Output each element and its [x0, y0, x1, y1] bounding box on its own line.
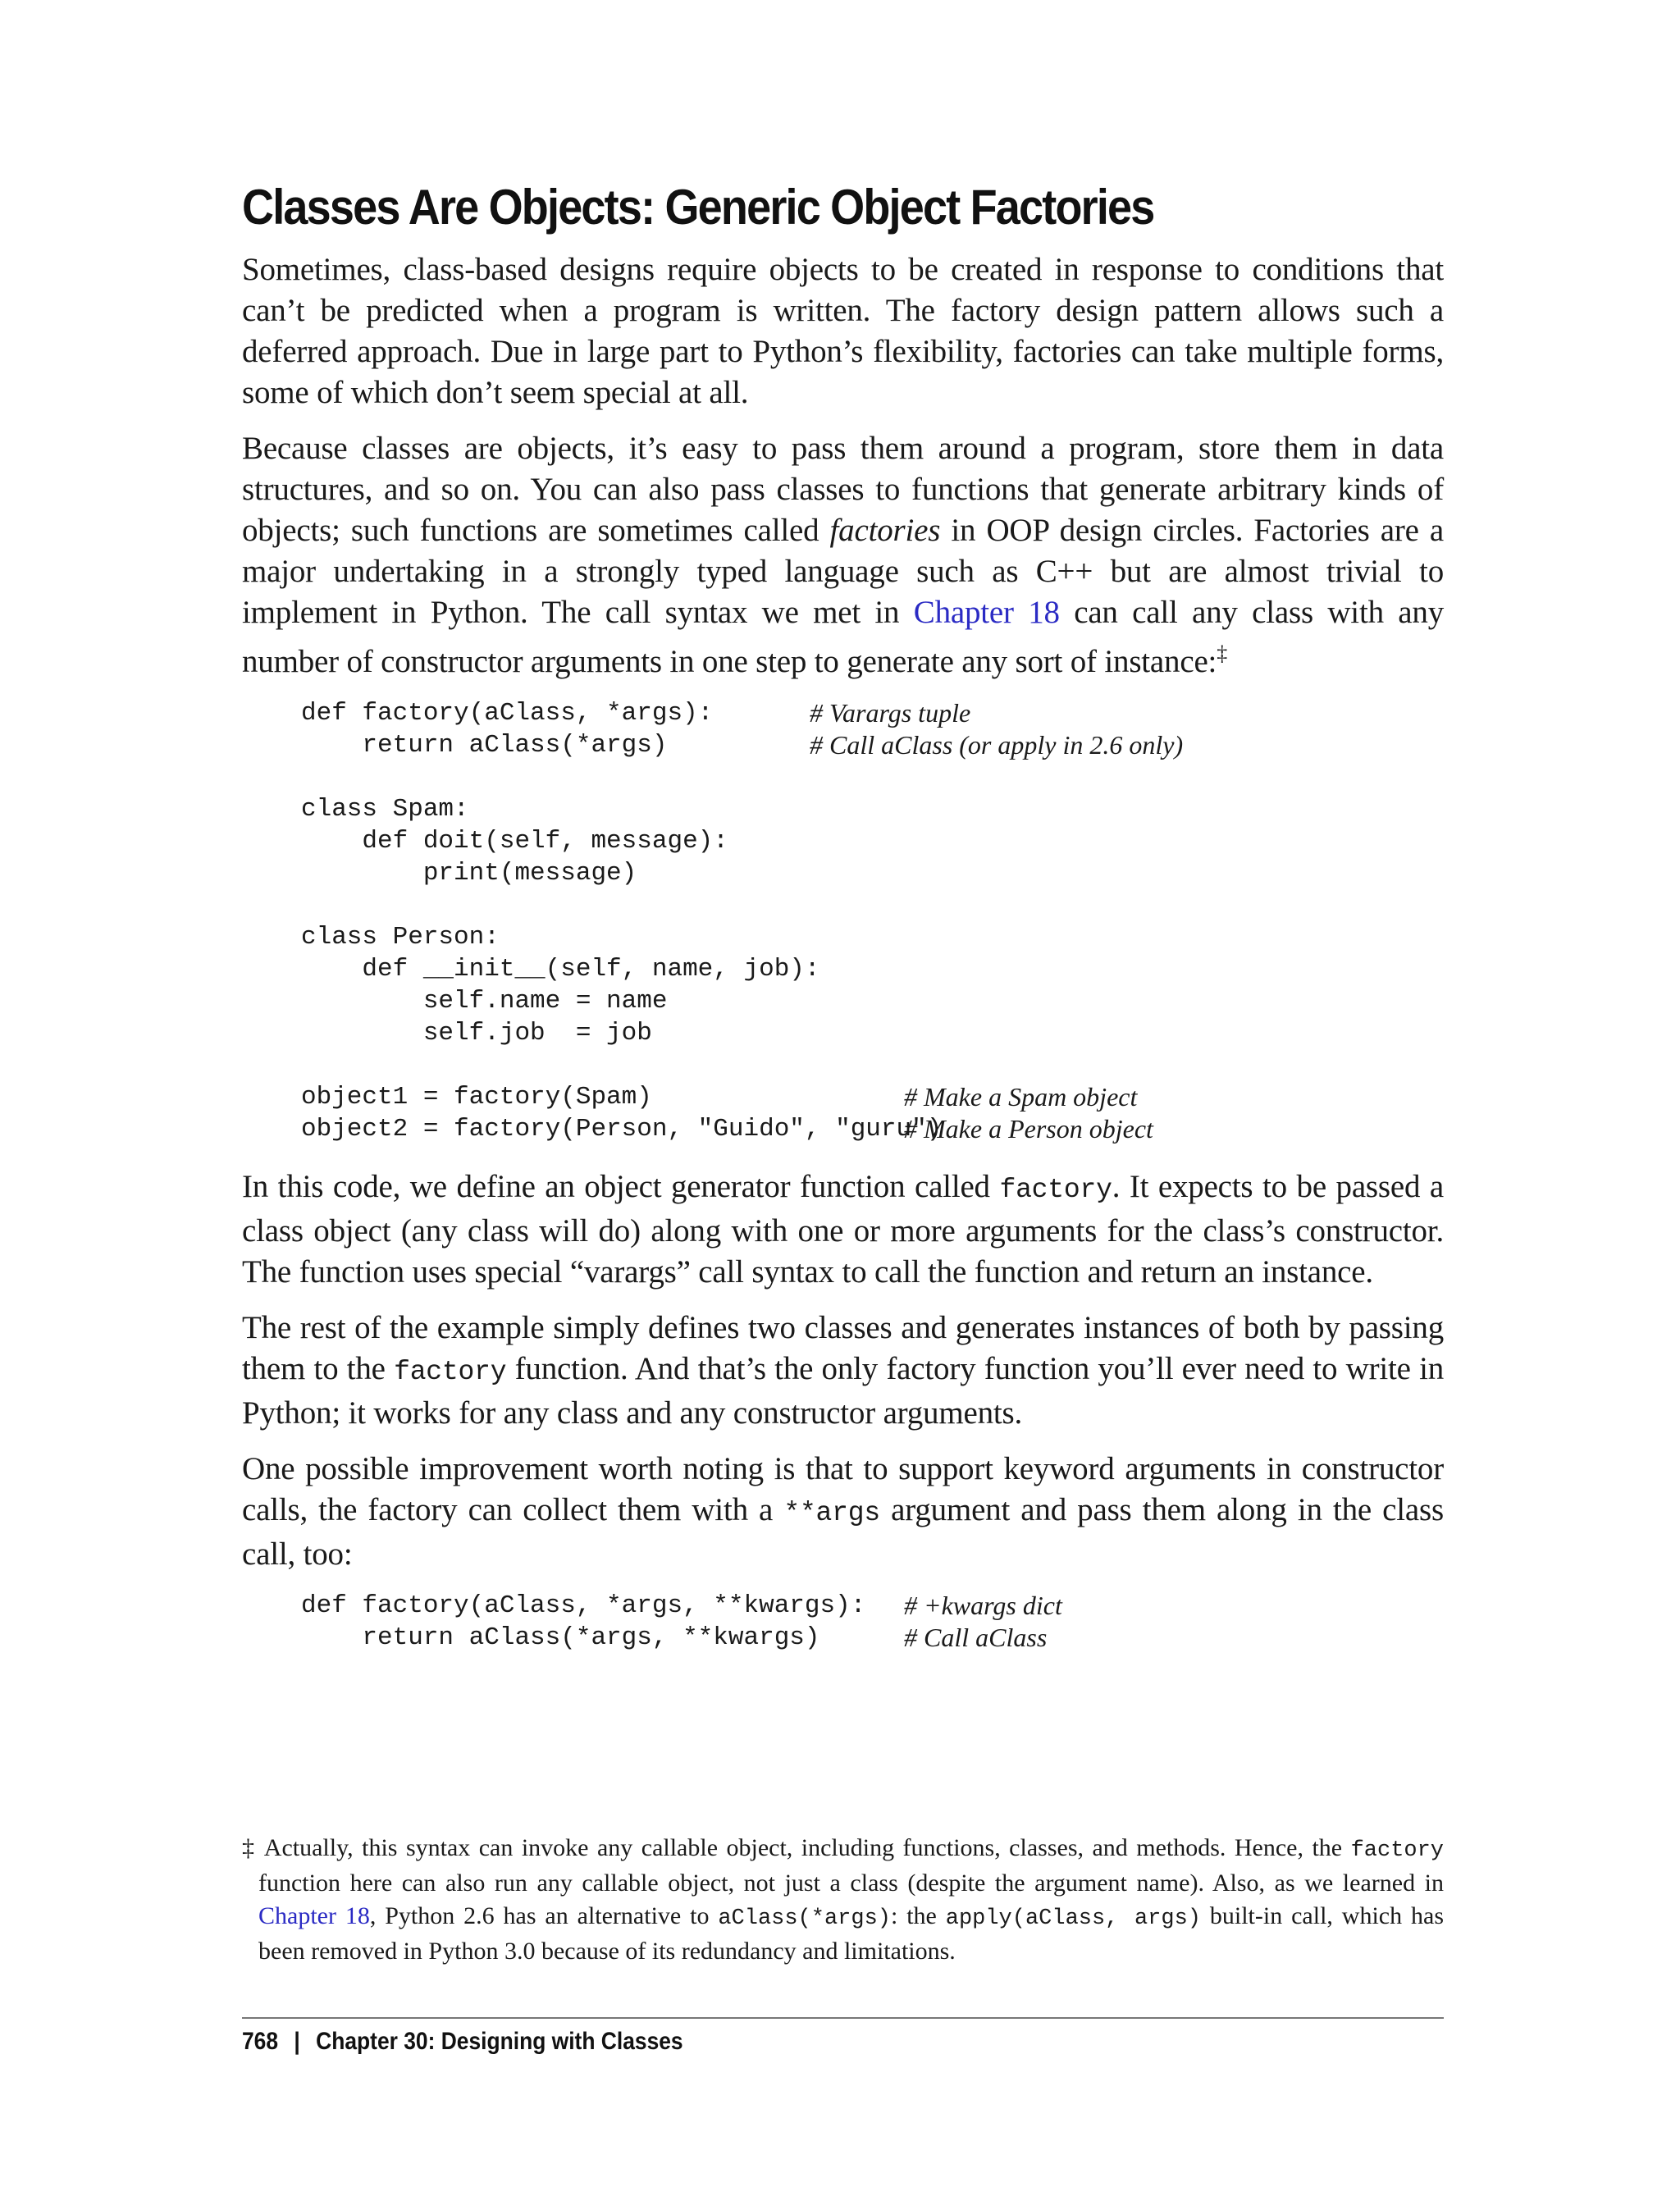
- chapter-18-link[interactable]: Chapter 18: [258, 1902, 370, 1929]
- emphasis-factories: factories: [829, 513, 941, 548]
- text-run: . It expects to be passed a class object (any class will do) along with one or more arguments for the class’s constructor. The function uses special “varargs” call syntax to call the function and return an instance.: [242, 1169, 1445, 1290]
- code-text: self.job = job: [301, 1019, 652, 1048]
- text-run: Actually, this syntax can invoke any callable object, including functions, classes, and methods. Hence, the: [256, 1834, 1351, 1861]
- code-line: [301, 729, 1444, 761]
- code-block-kwargs: [301, 1590, 1444, 1654]
- code-text: self.name = name: [301, 987, 668, 1016]
- footnote-mark: ‡: [1217, 641, 1228, 665]
- code-comment: # Make a Spam object: [904, 1082, 1138, 1112]
- text-run: : the: [890, 1902, 946, 1929]
- code-text: def factory(aClass, *args, **kwargs):: [301, 1591, 866, 1620]
- code-line: [301, 1622, 1444, 1654]
- code-block-factory: [301, 697, 1444, 1145]
- code-line: [301, 1590, 1444, 1622]
- section-heading: Classes Are Objects: Generic Object Factories: [242, 180, 1154, 235]
- text-run: In this code, we define an object generator function called: [242, 1169, 1000, 1204]
- inline-code-factory: factory: [999, 1175, 1112, 1205]
- code-comment: # Varargs tuple: [810, 698, 971, 728]
- code-text: def factory(aClass, *args):: [301, 699, 714, 728]
- footer-separator: |: [294, 2028, 300, 2055]
- inline-code-aclass: aClass(*args): [718, 1906, 891, 1931]
- text-run: One possible improvement worth noting is that to support keyword arguments in constructor calls, the factory can collect them with a: [242, 1451, 1444, 1527]
- inline-code-factory: factory: [1350, 1838, 1445, 1863]
- paragraph-classes-objects: [242, 428, 1444, 682]
- code-text: return aClass(*args): [301, 731, 668, 760]
- code-line: [301, 1049, 1444, 1081]
- text-run: , Python 2.6 has an alternative to: [369, 1902, 719, 1929]
- page-number: 768: [242, 2028, 279, 2055]
- code-text: def doit(self, message):: [301, 827, 728, 856]
- code-line: [301, 761, 1444, 793]
- code-text: print(message): [301, 859, 637, 888]
- code-line: [301, 857, 1444, 889]
- text-run: function here can also run any callable object, not just a class (despite the argument name). Also, as we learned in: [258, 1869, 1444, 1897]
- code-line: [301, 953, 1444, 985]
- paragraph-keyword-args: [242, 1449, 1444, 1575]
- inline-code-factory: factory: [394, 1357, 507, 1387]
- code-line: [301, 985, 1444, 1017]
- paragraph-intro: Sometimes, class-based designs require objects to be created in response to conditions that can’t be predicted when a program is written. The factory design pattern allows such a deferred approach. Due in large part to Python’s flexibility, factories can take multiple forms, some of which don’t seem special at all.: [242, 252, 1444, 410]
- code-text: return aClass(*args, **kwargs): [301, 1623, 820, 1652]
- code-line: [301, 1017, 1444, 1049]
- code-comment: # Call aClass (or apply in 2.6 only): [810, 730, 1184, 760]
- inline-code-apply: apply(aClass, args): [945, 1906, 1201, 1931]
- paragraph-explanation: [242, 1166, 1444, 1293]
- code-text: object2 = factory(Person, "Guido", "guru"): [301, 1115, 943, 1144]
- text-run: in OOP design circles. Factories are a major undertaking in a strongly typed language such as C++ but are almost trivial to implement in Python. The call syntax we met in: [242, 513, 1444, 630]
- code-comment: # Make a Person object: [904, 1114, 1153, 1144]
- text-run: built-in call, which has been removed in Python 3.0 because of its redundancy and limitations.: [258, 1902, 1444, 1965]
- chapter-18-link[interactable]: Chapter 18: [913, 595, 1060, 630]
- code-line: [301, 889, 1444, 921]
- code-line: [301, 825, 1444, 857]
- code-line: [301, 1113, 1444, 1145]
- code-text: object1 = factory(Spam): [301, 1083, 652, 1112]
- text-run: argument and pass them along in the class call, too:: [242, 1492, 1444, 1572]
- footnote-mark: ‡: [242, 1834, 257, 1861]
- footnote: [242, 1832, 1444, 1968]
- text-run: Because classes are objects, it’s easy to pass them around a program, store them in data structures, and so on. You can also pass classes to functions that generate arbitrary kinds of objects; such functions are sometimes called: [242, 431, 1444, 548]
- text-run: can call any class with any number of constructor arguments in one step to generate any sort of instance:: [242, 595, 1444, 679]
- footer-divider: [242, 2017, 1444, 2019]
- code-comment: # Call aClass: [904, 1623, 1048, 1652]
- code-line: [301, 697, 1444, 729]
- text-run: The rest of the example simply defines two classes and generates instances of both by passing them to the: [242, 1310, 1444, 1386]
- code-line: [301, 1081, 1444, 1113]
- code-text: class Person:: [301, 923, 500, 952]
- code-text: def __init__(self, name, job):: [301, 955, 820, 984]
- paragraph-rest-of-example: [242, 1308, 1444, 1434]
- footnote-text: [242, 1832, 1444, 1968]
- page-body: [242, 180, 1444, 1675]
- code-line: [301, 793, 1444, 825]
- code-comment: # +kwargs dict: [904, 1591, 1062, 1620]
- code-text: class Spam:: [301, 795, 469, 824]
- chapter-title: Chapter 30: Designing with Classes: [316, 2028, 683, 2055]
- code-line: [301, 921, 1444, 953]
- text-run: function. And that’s the only factory function you’ll ever need to write in Python; it works for any class and any constructor arguments.: [242, 1351, 1445, 1431]
- page-footer: [242, 2028, 683, 2056]
- inline-code-args: **args: [783, 1498, 880, 1528]
